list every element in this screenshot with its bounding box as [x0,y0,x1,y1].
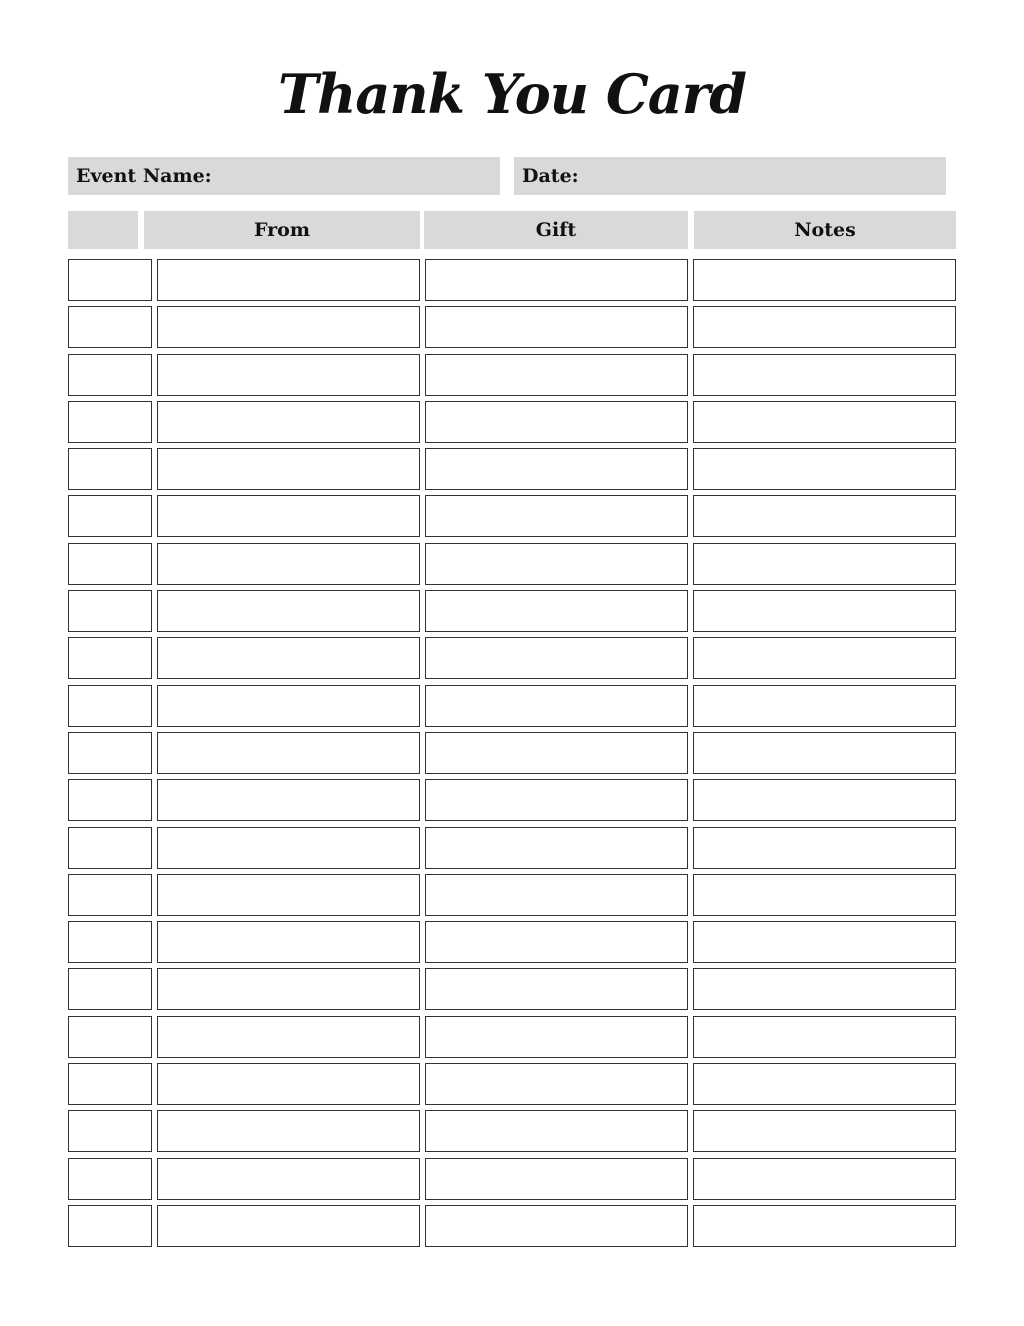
index-cell[interactable] [68,874,152,916]
table-row [0,543,1024,585]
gift-cell[interactable] [425,685,688,727]
table-row [0,259,1024,301]
index-cell[interactable] [68,968,152,1010]
table-row [0,1158,1024,1200]
index-cell[interactable] [68,1158,152,1200]
from-cell[interactable] [157,1158,420,1200]
table-row [0,921,1024,963]
index-cell[interactable] [68,685,152,727]
table-row [0,1110,1024,1152]
table-row [0,685,1024,727]
gift-cell[interactable] [425,543,688,585]
table-row [0,1205,1024,1247]
table-row [0,1063,1024,1105]
table-row [0,732,1024,774]
header-from: From [144,211,420,249]
gift-cell[interactable] [425,1205,688,1247]
event-name-label: Event Name: [76,165,212,187]
gift-cell[interactable] [425,1063,688,1105]
notes-cell[interactable] [693,495,956,537]
from-cell[interactable] [157,1063,420,1105]
notes-cell[interactable] [693,921,956,963]
notes-cell[interactable] [693,1158,956,1200]
notes-cell[interactable] [693,827,956,869]
from-cell[interactable] [157,968,420,1010]
index-cell[interactable] [68,1063,152,1105]
gift-cell[interactable] [425,1016,688,1058]
table-row [0,306,1024,348]
notes-cell[interactable] [693,779,956,821]
entries-table [0,259,1024,1252]
gift-cell[interactable] [425,637,688,679]
notes-cell[interactable] [693,1063,956,1105]
from-cell[interactable] [157,685,420,727]
notes-cell[interactable] [693,259,956,301]
notes-cell[interactable] [693,590,956,632]
from-cell[interactable] [157,543,420,585]
index-cell[interactable] [68,732,152,774]
from-cell[interactable] [157,874,420,916]
notes-cell[interactable] [693,968,956,1010]
notes-cell[interactable] [693,874,956,916]
gift-cell[interactable] [425,448,688,490]
index-cell[interactable] [68,921,152,963]
index-cell[interactable] [68,354,152,396]
from-cell[interactable] [157,732,420,774]
table-row [0,827,1024,869]
table-row [0,448,1024,490]
gift-cell[interactable] [425,495,688,537]
gift-cell[interactable] [425,1110,688,1152]
from-cell[interactable] [157,1205,420,1247]
gift-cell[interactable] [425,401,688,443]
gift-cell[interactable] [425,1158,688,1200]
index-cell[interactable] [68,779,152,821]
table-row [0,779,1024,821]
index-cell[interactable] [68,637,152,679]
index-cell[interactable] [68,1110,152,1152]
notes-cell[interactable] [693,732,956,774]
gift-cell[interactable] [425,779,688,821]
from-cell[interactable] [157,259,420,301]
from-cell[interactable] [157,827,420,869]
index-cell[interactable] [68,590,152,632]
index-cell[interactable] [68,1016,152,1058]
from-cell[interactable] [157,921,420,963]
index-cell[interactable] [68,543,152,585]
table-row [0,968,1024,1010]
header-index [68,211,138,249]
gift-cell[interactable] [425,354,688,396]
notes-cell[interactable] [693,1110,956,1152]
from-cell[interactable] [157,448,420,490]
notes-cell[interactable] [693,448,956,490]
gift-cell[interactable] [425,921,688,963]
header-gift: Gift [424,211,688,249]
gift-cell[interactable] [425,874,688,916]
table-row [0,1016,1024,1058]
gift-cell[interactable] [425,590,688,632]
notes-cell[interactable] [693,401,956,443]
from-cell[interactable] [157,1016,420,1058]
from-cell[interactable] [157,1110,420,1152]
notes-cell[interactable] [693,543,956,585]
index-cell[interactable] [68,495,152,537]
gift-cell[interactable] [425,306,688,348]
notes-cell[interactable] [693,637,956,679]
from-cell[interactable] [157,495,420,537]
table-row [0,874,1024,916]
index-cell[interactable] [68,259,152,301]
table-row [0,401,1024,443]
header-notes: Notes [694,211,956,249]
from-cell[interactable] [157,401,420,443]
gift-cell[interactable] [425,259,688,301]
from-cell[interactable] [157,306,420,348]
gift-cell[interactable] [425,968,688,1010]
index-cell[interactable] [68,306,152,348]
page-title: Thank You Card [277,62,747,126]
notes-cell[interactable] [693,685,956,727]
from-cell[interactable] [157,354,420,396]
gift-cell[interactable] [425,732,688,774]
index-cell[interactable] [68,401,152,443]
table-row [0,637,1024,679]
index-cell[interactable] [68,448,152,490]
notes-cell[interactable] [693,1016,956,1058]
table-row [0,495,1024,537]
table-row [0,354,1024,396]
date-field[interactable] [514,157,946,195]
index-cell[interactable] [68,1205,152,1247]
notes-cell[interactable] [693,306,956,348]
from-cell[interactable] [157,637,420,679]
date-label: Date: [522,165,579,187]
from-cell[interactable] [157,779,420,821]
event-name-field[interactable] [68,157,500,195]
notes-cell[interactable] [693,354,956,396]
table-row [0,590,1024,632]
index-cell[interactable] [68,827,152,869]
gift-cell[interactable] [425,827,688,869]
from-cell[interactable] [157,590,420,632]
notes-cell[interactable] [693,1205,956,1247]
